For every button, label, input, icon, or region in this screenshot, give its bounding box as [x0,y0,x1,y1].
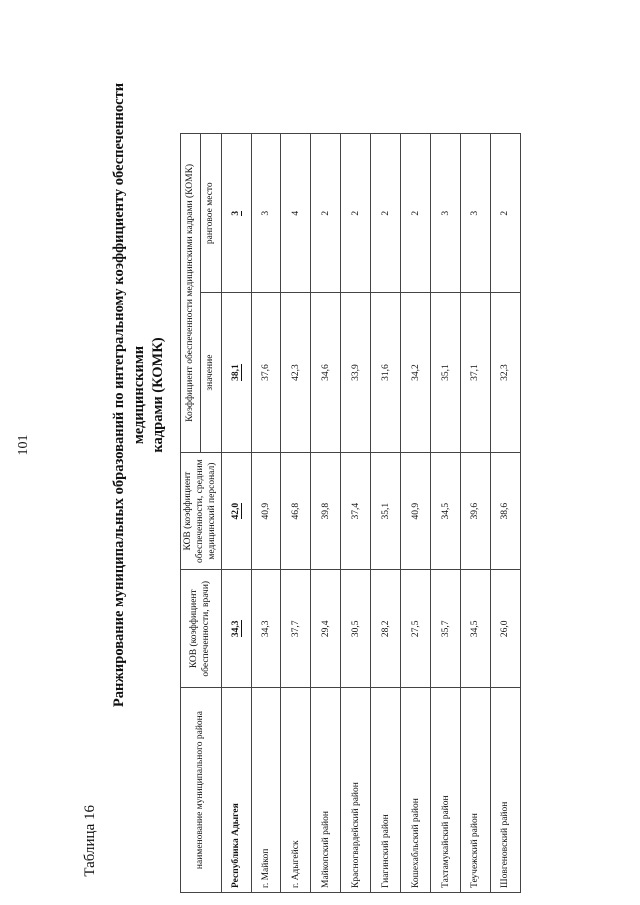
cell-rank-text: 3 [231,210,242,216]
cell-rank-text: 3 [440,210,451,216]
cell-name-text: Республика Адыгея [231,803,242,888]
cell-value [431,293,461,452]
cell-kov-nurses-text: 35,1 [380,502,391,520]
cell-name [490,688,520,893]
cell-name [371,688,401,893]
cell-value-text: 42,3 [290,364,301,381]
cell-kov-nurses [221,452,251,570]
cell-rank [431,134,461,293]
cell-name [341,688,371,893]
ranking-table [180,133,521,893]
cell-rank [461,134,491,293]
cell-rank [311,134,341,293]
cell-rank-text: 2 [320,210,331,216]
cell-kov-doctors-text: 37,7 [290,620,301,638]
header-kov-doctors: КОВ (коэффициент обеспеченности, врачи) [181,570,222,688]
table-body [221,134,520,893]
cell-rank-text: 2 [410,210,421,216]
cell-kov-nurses [461,452,491,570]
cell-name [311,688,341,893]
cell-name [281,688,311,893]
cell-value-text: 34,6 [320,364,331,381]
cell-name [431,688,461,893]
cell-kov-doctors-text: 34,5 [470,620,481,638]
table-row [251,134,281,893]
cell-kov-doctors [341,570,371,688]
header-kov-nurses: КОВ (коэффициент обеспеченности, средним медицинский персонал) [181,452,222,570]
cell-value [341,293,371,452]
header-name: наименование муниципального района [181,688,222,893]
cell-kov-nurses [251,452,281,570]
cell-kov-nurses-text: 39,8 [320,502,331,520]
cell-value-text: 37,1 [470,364,481,381]
cell-kov-doctors-text: 34,3 [231,620,242,638]
cell-rank [490,134,520,293]
cell-kov-nurses [341,452,371,570]
table-label: Таблица 16 [82,805,98,877]
header-row [181,134,201,893]
cell-name-text: г. Адыгейск [290,840,301,888]
cell-value [490,293,520,452]
cell-rank-text: 3 [470,210,481,216]
cell-kov-doctors [401,570,431,688]
cell-value [251,293,281,452]
cell-kov-nurses [490,452,520,570]
cell-kov-doctors-text: 26,0 [500,620,511,638]
cell-value-text: 33,9 [350,364,361,381]
cell-kov-doctors-text: 27,5 [410,620,421,638]
cell-rank-text: 4 [290,210,301,216]
header-komk: Коэффициент обеспеченности медицинскими кадрами (КОМК) [181,134,201,453]
cell-kov-doctors [311,570,341,688]
cell-value [461,293,491,452]
cell-rank-text: 3 [261,210,271,216]
cell-value-text: 34,2 [410,364,421,381]
cell-value-text: 31,6 [380,364,391,381]
cell-kov-doctors-text: 29,4 [320,620,331,638]
cell-kov-doctors [281,570,311,688]
cell-value-text: 35,1 [440,364,451,381]
page-number: 101 [16,434,31,456]
cell-kov-doctors-text: 28,2 [380,620,391,638]
cell-kov-doctors [221,570,251,688]
cell-kov-nurses-text: 46,8 [290,502,301,520]
cell-kov-nurses-text: 39,6 [470,502,481,520]
cell-kov-doctors-text: 35,7 [440,620,451,638]
cell-kov-nurses-text: 40,9 [261,502,271,520]
cell-kov-nurses [371,452,401,570]
table-title [110,65,169,725]
ranking-table-container [180,133,514,893]
table-row [490,134,520,893]
cell-name [251,688,281,893]
cell-kov-nurses-text: 38,6 [500,502,511,520]
cell-kov-doctors-text: 30,5 [350,620,361,638]
cell-name [461,688,491,893]
cell-value-text: 32,3 [500,364,511,381]
cell-kov-nurses [281,452,311,570]
table-row [461,134,491,893]
cell-name-text: Майкопский район [320,811,331,888]
cell-rank [371,134,401,293]
cell-rank [251,134,281,293]
cell-kov-nurses [311,452,341,570]
cell-kov-nurses-text: 34,5 [440,502,451,520]
cell-rank-text: 2 [350,210,361,216]
table-row [221,134,251,893]
cell-name-text: г. Майкоп [261,848,271,888]
cell-rank [221,134,251,293]
table-row [431,134,461,893]
cell-name-text: Кошехабльский район [410,798,421,888]
cell-name-text: Шовгеновский район [500,801,511,888]
cell-kov-doctors [461,570,491,688]
cell-kov-nurses [401,452,431,570]
table-row [341,134,371,893]
cell-value [311,293,341,452]
table-row [311,134,341,893]
cell-rank [281,134,311,293]
cell-kov-nurses-text: 40,9 [410,502,421,520]
cell-kov-nurses-text: 37,4 [350,502,361,520]
cell-kov-doctors-text: 34,3 [261,620,271,638]
cell-rank [401,134,431,293]
cell-value [401,293,431,452]
header-rank: ранговое место [201,134,221,293]
cell-value [281,293,311,452]
header-value: значение [201,293,221,452]
cell-value-text: 37,6 [261,364,271,381]
title-line-2: кадрами (КОМК) [150,337,167,453]
cell-name-text: Теучежский район [470,813,481,888]
cell-kov-doctors [431,570,461,688]
cell-value [371,293,401,452]
cell-kov-nurses [431,452,461,570]
cell-name-text: Красногвардейский район [350,782,361,888]
cell-value [221,293,251,452]
cell-kov-nurses-text: 42,0 [231,502,242,520]
cell-kov-doctors [490,570,520,688]
cell-rank-text: 2 [500,210,511,216]
title-line-1: Ранжирование муниципальных образований по интегральному коэффициенту обеспеченности медицинскими [111,82,147,708]
cell-value-text: 38,1 [231,364,242,381]
cell-name [221,688,251,893]
cell-kov-doctors [251,570,281,688]
cell-name-text: Тахтамукайский район [440,795,451,888]
table-row [281,134,311,893]
cell-rank-text: 2 [380,210,391,216]
table-row [371,134,401,893]
cell-kov-doctors [371,570,401,688]
cell-name-text: Гиагинский район [380,814,391,888]
cell-name [401,688,431,893]
cell-rank [341,134,371,293]
table-row [401,134,431,893]
